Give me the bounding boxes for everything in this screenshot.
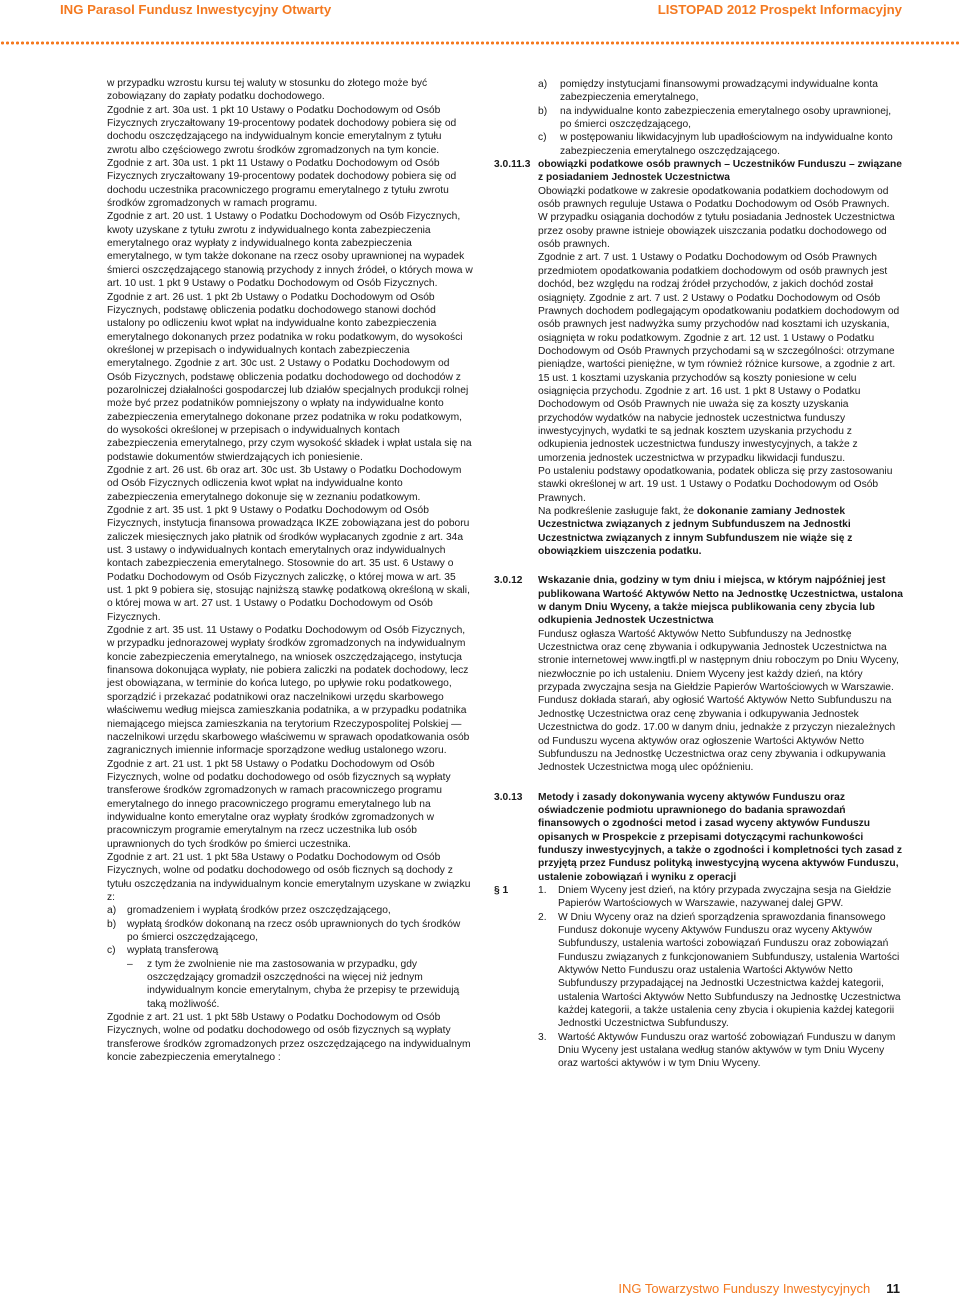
list-text: gromadzeniem i wypłatą środków przez oszczędzającego, — [127, 905, 391, 917]
list-label: a) — [107, 905, 117, 917]
paragraph: Zgodnie z art. 21 ust. 1 pkt 58 Ustawy o Podatku Dochodowym od Osób Fizycznych, wolne od podatku dochodowego od osób fizycznych są wypłaty transferowe środków zgromadzonych w ramach pracowniczego programu emerytalnego do innego pracowniczego programu emerytalnego lub na indywidualne konto emerytalne oraz wypłaty środków zgromadzonych w pracowniczym programie emerytalnym na rzecz uczestnika lub osób uprawnionych do tych środków po śmierci uczestnika. — [107, 758, 451, 850]
list-item — [538, 1031, 904, 1071]
section-title: Metody i zasady dokonywania wyceny aktywów Funduszu oraz oświadczenie podmiotu uprawnionego do badania sprawozdań finansowych o zgodności metod i zasad wyceny aktywów Funduszu opisanych w Prospekcie z przepisami dotyczącymi rachunkowości funduszy inwestycyjnych, a także o zgodności i kompletności tych zasad z przyjętą przez Fundusz polityką inwestycyjną wycena aktywów Funduszu, ustalenie zobowiązań i wyniku z operacji — [538, 791, 902, 883]
paragraph: W przypadku osiągania dochodów z tytułu posiadania Jednostek Uczestnictwa przez osoby prawne istnieje obowiązek uiszczania podatku dochodowego od osób prawnych. — [538, 212, 895, 251]
section-body — [538, 791, 904, 1071]
paragraph: Zgodnie z art. 7 ust. 1 Ustawy o Podatku Dochodowym od Osób Prawnych przedmiotem opodatkowania podatkiem dochodowym od osób prawnych jest dochód, bez względu na rodzaj źródeł przychodów, z jakich dochód został osiągnięty. Zgodnie z art. 7 ust. 2 Ustawy o Podatku Dochodowym od Osób Prawnych dochodem podlegającym opodatkowaniu podatkiem dochodowym od osób prawnych jest nadwyżka sumy przychodów nad kosztami ich uzyskania, osiągnięta w roku podatkowym. Zgodnie z art. 12 ust. 1 Ustawy o Podatku Dochodowym od Osób Prawnych przychodami są w szczególności: otrzymane pieniądze, wartości pieniężne, w tym również różnice kursowe, a zgodnie z art. 15 ust. 1 kosztami uzyskania przychodów są koszty poniesione w celu osiągnięcia przychodu. Zgodnie z art. 16 ust. 1 pkt 8 Ustawy o Podatku Dochodowym od Osób Prawnych nie uważa się za koszty uzyskania przychodów wydatków na nabycie jednostek uczestnictwa funduszy inwestycyjnych, wydatki te są jednak kosztem uzyskania przychodu z odkupienia jednostek uczestnictwa funduszy inwestycyjnych, a także z umorzenia jednostek uczestnictwa w przypadku likwidacji funduszu. — [538, 252, 900, 464]
list-text: W Dniu Wyceny oraz na dzień sporządzenia sprawozdania finansowego Fundusz dokonuje wyceny Aktywów Funduszu oraz wyceny Aktywów Subfunduszy, ustalenia wartości zobowiązań Funduszu oraz zobowiązań Funduszu związanych z funkcjonowaniem Subfunduszy, ustalenia Wartości Aktywów Netto Funduszu oraz ustalenia Wartości Aktywów Netto Subfunduszy przypadającej na Jednostki Uczestnictwa każdej kategorii, ustalenia Wartości Aktywów Netto Subfunduszy na Jednostkę Uczestnictwa każdej kategorii, a także ustalenia ceny zbycia i okupienia każdej kategorii Jednostki Uczestnictwa Subfunduszy. — [558, 911, 901, 1030]
list-text: wypłatą transferową — [127, 945, 219, 957]
list-label: c) — [107, 945, 116, 957]
plain-text: Na podkreślenie zasługuje fakt, że — [538, 506, 697, 517]
list-label: 2. — [538, 911, 547, 923]
dash-text: z tym że zwolnienie nie ma zastosowania w przypadku, gdy oszczędzający gromadził oszczędności na więcej niż jednym indywidualnym koncie emerytalnym, chyba że przepisy te przewidują taką możliwość. — [147, 958, 460, 1010]
list-item — [538, 911, 904, 1031]
section-number: 3.0.11.3 — [494, 159, 531, 171]
list-label: b) — [107, 918, 117, 930]
section-title: Wskazanie dnia, godziny w tym dniu i miejsca, w którym najpóźniej jest publikowana Wartość Aktywów Netto na Jednostkę Uczestnictwa, ustalona w danym Dniu Wyceny, a także miejsca publikowania ceny zbycia lub odkupienia Jednostek Uczestnictwa — [538, 575, 903, 627]
list-item — [107, 904, 473, 917]
paragraph: Obowiązki podatkowe w zakresie opodatkowania podatkiem dochodowym od osób prawnych reguluje Ustawa o Podatku Dochodowym od Osób Prawnych. — [538, 185, 890, 211]
list-item — [538, 884, 904, 911]
section-3-0-13 — [494, 791, 904, 1071]
list-text: pomiędzy instytucjami finansowymi prowadzącymi indywidualne konta zabezpieczenia emerytalnego, — [560, 79, 878, 104]
fund-name: ING Parasol Fundusz Inwestycyjny Otwarty — [60, 2, 332, 17]
section-body — [538, 574, 904, 774]
list-item — [494, 78, 904, 105]
list-label: 1. — [538, 884, 547, 896]
list-text: na indywidualne konto zabezpieczenia emerytalnego osoby uprawnionej, po śmierci oszczędzającego, — [560, 105, 892, 131]
list-label: c) — [538, 132, 547, 144]
paragraph-mark: § 1 — [494, 884, 509, 896]
paragraph — [538, 505, 904, 558]
list-label: a) — [538, 79, 548, 90]
section-body — [538, 158, 904, 558]
section-title: obowiązki podatkowe osób prawnych – Uczestników Funduszu – związane z posiadaniem Jednostek Uczestnictwa — [538, 159, 902, 184]
list-item — [107, 944, 473, 957]
document-date-title: LISTOPAD 2012 Prospekt Informacyjny — [657, 2, 902, 17]
dotted-divider — [0, 40, 960, 46]
company-name: ING Towarzystwo Funduszy Inwestycyjnych — [618, 1281, 871, 1296]
list-item — [107, 918, 473, 945]
paragraph: Zgodnie z art. 30a ust. 1 pkt 10 Ustawy o Podatku Dochodowym od Osób Fizycznych zryczałtowany 19-procentowy podatek dochodowy pobiera się od dochodu oszczędzającego na indywidualnym koncie emerytalnym z tytułu zwrotu albo częściowego zwrotu środków zgromadzonych na tym koncie. Zgodnie z art. 30a ust. 1 pkt 11 Ustawy o Podatku Dochodowym od Osób Fizycznych zryczałtowany 19-procentowy podatek dochodowy pobiera się od dochodu uczestnika pracowniczego programu emerytalnego z tytułu zwrotu środków zgromadzonych w ramach programu. — [107, 104, 457, 210]
paragraph: Zgodnie z art. 20 ust. 1 Ustawy o Podatku Dochodowym od Osób Fizycznych, kwoty uzyskane z tytułu zwrotu z indywidualnego konta zabezpieczenia emerytalnego oraz wypłaty z indywidualnego konta zabezpieczenia emerytalnego, w tym także dokonane na rzecz osoby uprawnionej na wypadek śmierci oszczędzającego stanowią przychody z innych źródeł, o których mowa w art. 10 ust. 1 pkt 9 Ustawy o Podatku Dochodowym od Osób Fizycznych. — [107, 211, 473, 290]
right-column — [494, 78, 904, 1071]
paragraph: Zgodnie z art. 21 ust. 1 pkt 58a Ustawy o Podatku Dochodowym od Osób Fizycznych, wolne od podatku dochodowego od osób ficznych są dochody z tytułu oszczędzania na indywidualnym koncie emerytalnym uzyskane w związku z: — [107, 851, 471, 903]
list-text: Dniem Wyceny jest dzień, na który przypada zwyczajna sesja na Giełdzie Papierów Wartościowych w Warszawie, nazywanej dalej GPW. — [558, 884, 892, 910]
section-3-0-11-3 — [494, 158, 904, 558]
list-item — [494, 105, 904, 132]
paragraph: Zgodnie z art. 26 ust. 6b oraz art. 30c ust. 3b Ustawy o Podatku Dochodowym od Osób Fizycznych odliczenia kwot wpłat na indywidualne konto zabezpieczenia emerytalnego dokonuje się w zeznaniu podatkowym. — [107, 464, 462, 503]
list-text: wypłatą środków dokonaną na rzecz osób uprawnionych do tych środków po śmierci oszczędzającego, — [127, 918, 461, 943]
paragraph: w przypadku wzrostu kursu tej waluty w stosunku do złotego może być zobowiązany do zapłaty podatku dochodowego. — [107, 78, 428, 103]
dash-label: – — [127, 958, 133, 970]
paragraph: Fundusz ogłasza Wartość Aktywów Netto Subfunduszy na Jednostkę Uczestnictwa oraz cenę zbywania i odkupywania Jednostek Uczestnictwa na stronie internetowej www.ingtfi.pl w następnym dniu roboczym po Dniu Wyceny, niezwłocznie po ich ustaleniu. Dniem Wyceny jest każdy dzień, na który przypada zwyczajna sesja na Giełdzie Papierów Wartościowych w Warszawie. Fundusz dokłada starań, aby ogłosić Wartość Aktywów Netto Subfunduszu na Jednostkę Uczestnictwa oraz cenę zbywania i odkupywania Jednostek Uczestnictwa do godz. 17.00 w danym dniu, jednakże z przyczyn niezależnych od Funduszu wycena aktywów oraz ogłoszenie Wartości Aktywów Netto Subfunduszu na Jednostkę Uczestnictwa oraz ceny zbywania i odkupywania Jednostek Uczestnictwa mogą ulec opóźnieniu. — [538, 628, 899, 774]
section-3-0-12 — [494, 574, 904, 774]
dash-item — [107, 958, 473, 1011]
page-number: 11 — [886, 1281, 900, 1296]
paragraph: Po ustaleniu podstawy opodatkowania, podatek oblicza się przy zastosowaniu stawki określonej w art. 19 ust. 1 Ustawy o Podatku Dochodowym od Osób Prawnych. — [538, 465, 893, 504]
list-label: b) — [538, 105, 548, 117]
list-item — [494, 131, 904, 158]
page-footer — [618, 1281, 900, 1296]
list-label: 3. — [538, 1031, 547, 1043]
list-text: w postępowaniu likwidacyjnym lub upadłościowym na indywidualne konto zabezpieczenia emerytalnego oszczędzającego. — [560, 132, 893, 157]
paragraph: Zgodnie z art. 26 ust. 1 pkt 2b Ustawy o Podatku Dochodowym od Osób Fizycznych, podstawę obliczenia podatku dochodowego stanowi dochód ustalony po odliczeniu kwot wpłat na indywidualne konto zabezpieczenia emerytalnego dokonanych przez podatnika w roku podatkowym, do wysokości określonej w przepisach o indywidualnych kontach zabezpieczenia emerytalnego. Zgodnie z art. 30c ust. 2 Ustawy o Podatku Dochodowym od Osób Fizycznych, podstawę obliczenia podatku dochodowego od dochodów z pozarolniczej działalności gospodarczej lub działów specjalnych produkcji rolnej może być przez podatników pomniejszony o wpłaty na indywidualne konto zabezpieczenia emerytalnego dokonane przez podatnika w roku podatkowym, do wysokości określonej w przepisach o indywidualnych kontach zabezpieczenia emerytalnego, przy czym wysokość składek i wpłat ustala się na podstawie dokumentów stwierdzających ich poniesienie. — [107, 291, 472, 463]
left-column — [107, 77, 473, 1064]
paragraph: Zgodnie z art. 35 ust. 11 Ustawy o Podatku Dochodowym od Osób Fizycznych, w przypadku jednorazowej wypłaty środków zgromadzonych na indywidualnym koncie zabezpieczenia emerytalnego, na wniosek oszczędzającego, instytucja finansowa dokonująca wypłaty, nie pobiera zaliczki na podatek dochodowy, lecz jest obowiązana, w terminie do końca lutego, po upływie roku podatkowego, sporządzić i przekazać podatnikowi oraz naczelnikowi urzędu skarbowego właściwemu według miejsca zamieszkania podatnika, a w przypadku podatnika niemającego miejsca zamieszkania na terytorium Rzeczypospolitej Polskiej — naczelnikowi urzędu skarbowego właściwemu w sprawach opodatkowania osób zagranicznych imiennie informacje sporządzone według ustalonego wzoru. — [107, 625, 470, 757]
page-header — [0, 0, 960, 24]
list-text: Wartość Aktywów Funduszu oraz wartość zobowiązań Funduszu w danym Dniu Wyceny jest ustalana według stanów aktywów w tym Dniu Wyceny oraz wartości aktywów i w tym Dniu Wyceny. — [558, 1031, 896, 1070]
bold-text: dokonanie zamiany Jednostek Uczestnictwa związanych z jednym Subfunduszem na Jednostki Uczestnictwa związanych z innym Subfunduszem nie wiąże się z obowiązkiem uiszczenia podatku. — [538, 506, 853, 558]
section-number: 3.0.12 — [494, 575, 523, 587]
paragraph: Zgodnie z art. 21 ust. 1 pkt 58b Ustawy o Podatku Dochodowym od Osób Fizycznych, wolne od podatku dochodowego od osób fizycznych są wypłaty transferowe środków zgromadzonych przez oszczędzającego na indywidualnym koncie zabezpieczenia emerytalnego : — [107, 1012, 471, 1064]
section-number: 3.0.13 § 1 — [494, 791, 523, 896]
paragraph: Zgodnie z art. 35 ust. 1 pkt 9 Ustawy o Podatku Dochodowym od Osób Fizycznych, instytucja finansowa prowadząca IKZE zobowiązana jest do poboru zaliczek miesięcznych jako płatnik od środków wypłacanych zgodnie z art. 34a ust. 3 ustawy o indywidualnych kontach emerytalnych oraz indywidualnych kontach zabezpieczenia emerytalnego. Stosownie do art. 35 ust. 6 Ustawy o Podatku Dochodowym od Osób Fizycznych zaliczkę, o której mowa w art. 35 ust. 1 pkt 9 pobiera się, stosując najniższą stawkę podatkową określoną w skali, o której mowa w art. 27 ust. 1 Ustawy o Podatku Dochodowym od Osób Fizycznych. — [107, 505, 470, 623]
